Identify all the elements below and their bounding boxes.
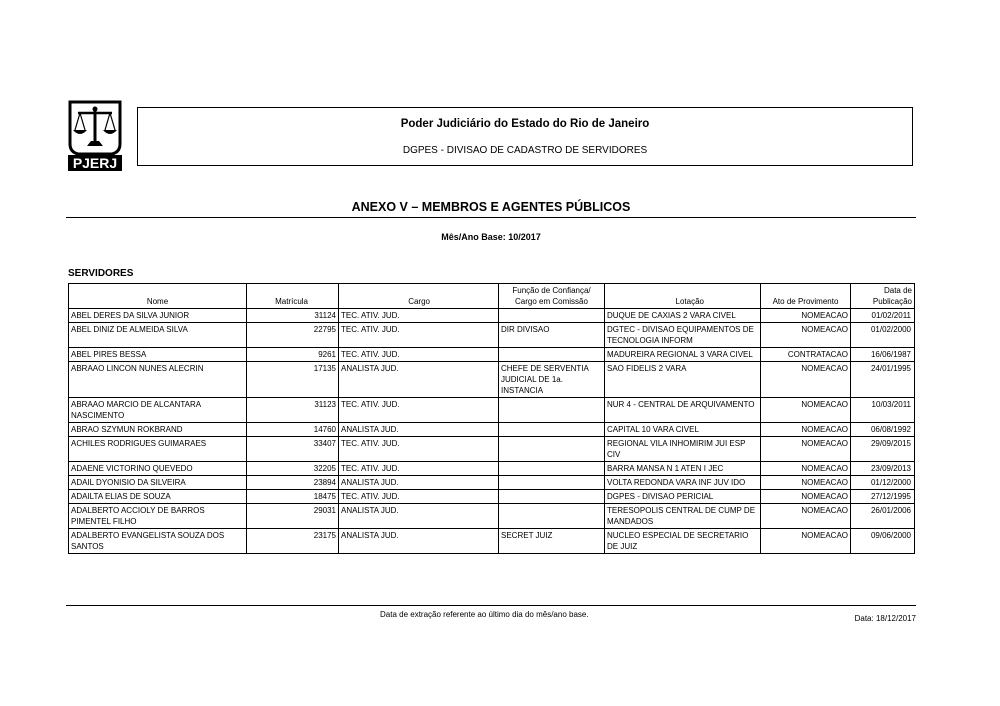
cell-nome: ABEL PIRES BESSA	[69, 348, 247, 362]
logo-text: PJERJ	[72, 155, 118, 171]
cell-matricula: 23175	[247, 529, 339, 554]
table-row	[69, 348, 915, 362]
cell-ato: NOMEACAO	[761, 504, 851, 529]
table-row	[69, 323, 915, 348]
col-header-funcao-line2: Cargo em Comissão	[515, 297, 588, 306]
cell-matricula: 22795	[247, 323, 339, 348]
cell-cargo: TEC. ATIV. JUD.	[339, 398, 499, 423]
cell-funcao	[499, 437, 605, 462]
cell-lotacao: MADUREIRA REGIONAL 3 VARA CIVEL	[605, 348, 761, 362]
cell-data: 06/08/1992	[851, 423, 915, 437]
cell-nome: ABRAAO MARCIO DE ALCANTARA NASCIMENTO	[69, 398, 247, 423]
cell-data: 01/02/2011	[851, 309, 915, 323]
col-header-ato: Ato de Provimento	[761, 284, 851, 309]
table-row	[69, 476, 915, 490]
cell-nome: ADAILTA ELIAS DE SOUZA	[69, 490, 247, 504]
cell-ato: NOMEACAO	[761, 323, 851, 348]
col-header-data	[851, 284, 915, 309]
table-row	[69, 462, 915, 476]
col-header-data-line2: Publicação	[872, 297, 912, 306]
table-row	[69, 529, 915, 554]
col-header-funcao-line1: Função de Confiança/	[512, 286, 591, 295]
cell-cargo: TEC. ATIV. JUD.	[339, 309, 499, 323]
cell-ato: NOMEACAO	[761, 529, 851, 554]
table-row	[69, 490, 915, 504]
cell-ato: NOMEACAO	[761, 309, 851, 323]
scales-of-justice-icon	[66, 100, 124, 172]
table-row	[69, 437, 915, 462]
cell-nome: ABEL DERES DA SILVA JUNIOR	[69, 309, 247, 323]
cell-funcao: DIR DIVISAO	[499, 323, 605, 348]
cell-cargo: TEC. ATIV. JUD.	[339, 437, 499, 462]
table-header-row	[69, 284, 915, 309]
cell-funcao	[499, 476, 605, 490]
cell-data: 26/01/2006	[851, 504, 915, 529]
cell-funcao: SECRET JUIZ	[499, 529, 605, 554]
cell-matricula: 17135	[247, 362, 339, 398]
cell-nome: ABRAO SZYMUN ROKBRAND	[69, 423, 247, 437]
cell-nome: ADALBERTO EVANGELISTA SOUZA DOS SANTOS	[69, 529, 247, 554]
cell-data: 09/06/2000	[851, 529, 915, 554]
cell-data: 01/02/2000	[851, 323, 915, 348]
cell-lotacao: DGTEC - DIVISAO EQUIPAMENTOS DE TECNOLOGIA INFORM	[605, 323, 761, 348]
court-name: Poder Judiciário do Estado do Rio de Janeiro	[400, 118, 650, 130]
cell-funcao	[499, 423, 605, 437]
cell-ato: NOMEACAO	[761, 362, 851, 398]
cell-lotacao: NUR 4 - CENTRAL DE ARQUIVAMENTO	[605, 398, 761, 423]
division-name: DGPES - DIVISAO DE CADASTRO DE SERVIDORES	[402, 145, 648, 156]
cell-data: 01/12/2000	[851, 476, 915, 490]
cell-funcao	[499, 504, 605, 529]
col-header-lotacao: Lotação	[605, 284, 761, 309]
cell-nome: ABEL DINIZ DE ALMEIDA SILVA	[69, 323, 247, 348]
table-row	[69, 309, 915, 323]
cell-cargo: ANALISTA JUD.	[339, 362, 499, 398]
cell-cargo: ANALISTA JUD.	[339, 504, 499, 529]
col-header-data-line1: Data de	[883, 286, 912, 295]
base-period: Mês/Ano Base: 10/2017	[441, 232, 541, 242]
cell-matricula: 31123	[247, 398, 339, 423]
cell-cargo: ANALISTA JUD.	[339, 529, 499, 554]
cell-data: 10/03/2011	[851, 398, 915, 423]
cell-lotacao: BARRA MANSA N 1 ATEN I JEC	[605, 462, 761, 476]
pjerj-logo	[66, 100, 124, 172]
print-date: Data: 18/12/2017	[854, 614, 916, 623]
cell-ato: NOMEACAO	[761, 437, 851, 462]
cell-nome: ADAENE VICTORINO QUEVEDO	[69, 462, 247, 476]
cell-ato: NOMEACAO	[761, 462, 851, 476]
cell-lotacao: TERESOPOLIS CENTRAL DE CUMP DE MANDADOS	[605, 504, 761, 529]
cell-matricula: 9261	[247, 348, 339, 362]
cell-matricula: 14760	[247, 423, 339, 437]
cell-funcao	[499, 462, 605, 476]
cell-data: 27/12/1995	[851, 490, 915, 504]
cell-cargo: TEC. ATIV. JUD.	[339, 323, 499, 348]
header-box	[137, 107, 913, 166]
cell-cargo: TEC. ATIV. JUD.	[339, 348, 499, 362]
cell-cargo: TEC. ATIV. JUD.	[339, 462, 499, 476]
cell-ato: NOMEACAO	[761, 398, 851, 423]
cell-funcao	[499, 398, 605, 423]
col-header-cargo: Cargo	[339, 284, 499, 309]
cell-ato: NOMEACAO	[761, 423, 851, 437]
cell-cargo: TEC. ATIV. JUD.	[339, 490, 499, 504]
section-heading: SERVIDORES	[68, 268, 134, 279]
table-body	[69, 309, 915, 554]
cell-nome: ADAIL DYONISIO DA SILVEIRA	[69, 476, 247, 490]
cell-funcao	[499, 490, 605, 504]
cell-funcao	[499, 309, 605, 323]
cell-data: 23/09/2013	[851, 462, 915, 476]
document-title: ANEXO V – MEMBROS E AGENTES PÚBLICOS	[351, 200, 631, 214]
cell-data: 16/06/1987	[851, 348, 915, 362]
cell-matricula: 33407	[247, 437, 339, 462]
cell-data: 29/09/2015	[851, 437, 915, 462]
cell-funcao	[499, 348, 605, 362]
cell-matricula: 29031	[247, 504, 339, 529]
table-row	[69, 423, 915, 437]
extraction-note: Data de extração referente ao último dia do mês/ano base.	[380, 610, 589, 619]
cell-matricula: 18475	[247, 490, 339, 504]
bottom-divider	[66, 605, 916, 606]
cell-ato: NOMEACAO	[761, 490, 851, 504]
cell-cargo: ANALISTA JUD.	[339, 423, 499, 437]
cell-lotacao: DUQUE DE CAXIAS 2 VARA CIVEL	[605, 309, 761, 323]
col-header-matricula: Matrícula	[247, 284, 339, 309]
cell-matricula: 23894	[247, 476, 339, 490]
table-row	[69, 504, 915, 529]
cell-data: 24/01/1995	[851, 362, 915, 398]
cell-lotacao: REGIONAL VILA INHOMIRIM JUI ESP CIV	[605, 437, 761, 462]
cell-lotacao: SAO FIDELIS 2 VARA	[605, 362, 761, 398]
servidores-table	[68, 283, 915, 554]
cell-cargo: ANALISTA JUD.	[339, 476, 499, 490]
cell-ato: NOMEACAO	[761, 476, 851, 490]
cell-nome: ADALBERTO ACCIOLY DE BARROS PIMENTEL FILHO	[69, 504, 247, 529]
title-divider	[66, 217, 916, 218]
cell-nome: ABRAAO LINCON NUNES ALECRIN	[69, 362, 247, 398]
cell-lotacao: CAPITAL 10 VARA CIVEL	[605, 423, 761, 437]
cell-matricula: 32205	[247, 462, 339, 476]
cell-funcao: CHEFE DE SERVENTIA JUDICIAL DE 1a. INSTANCIA	[499, 362, 605, 398]
cell-lotacao: VOLTA REDONDA VARA INF JUV IDO	[605, 476, 761, 490]
col-header-funcao	[499, 284, 605, 309]
cell-nome: ACHILES RODRIGUES GUIMARAES	[69, 437, 247, 462]
table-row	[69, 398, 915, 423]
cell-lotacao: NUCLEO ESPECIAL DE SECRETARIO DE JUIZ	[605, 529, 761, 554]
table-row	[69, 362, 915, 398]
cell-lotacao: DGPES - DIVISAO PERICIAL	[605, 490, 761, 504]
col-header-nome: Nome	[69, 284, 247, 309]
cell-matricula: 31124	[247, 309, 339, 323]
cell-ato: CONTRATACAO	[761, 348, 851, 362]
